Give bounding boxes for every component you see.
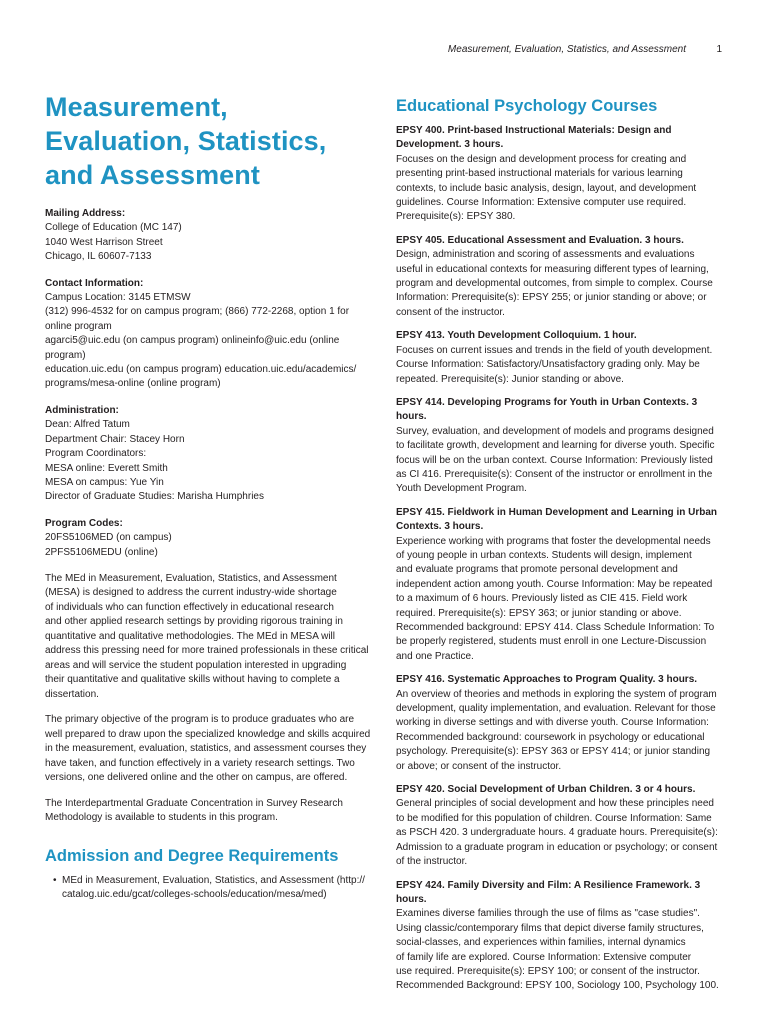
course-desc-line: Recommended background: EPSY 414. Class Schedule Information: To [396, 622, 715, 633]
course-entry [396, 506, 730, 664]
course-description [396, 535, 730, 665]
contact-information-label: Contact Information: [45, 277, 144, 289]
course-desc-line: consent of the instructor. [396, 306, 505, 318]
paragraph-line: in the measurement, evaluation, statistics, and assessment courses they [45, 743, 367, 755]
paragraph-line: have taken, and function effectively in a variety research settings. Two [45, 757, 355, 769]
course-description [396, 248, 730, 320]
course-description [396, 688, 730, 774]
course-title [396, 396, 730, 425]
course-desc-line: required. Prerequisite(s): EPSY 363; or junior standing or above. [396, 607, 682, 619]
course-desc-line: Survey, evaluation, and development of models and programs designed [396, 425, 714, 437]
contact-website-link[interactable]: programs/mesa-online (online program) [45, 378, 221, 390]
course-desc-line: as PSCH 420. 3 undergraduate hours. 4 graduate hours. Prerequisite(s): [396, 827, 718, 839]
admission-link[interactable]: MEd in Measurement, Evaluation, Statistics, and Assessment (http:// [62, 874, 365, 886]
course-description [396, 907, 730, 993]
course-title-line: EPSY 420. Social Development of Urban Children. 3 or 4 hours. [396, 784, 696, 796]
course-title-line: EPSY 400. Print-based Instructional Materials: Design and [396, 125, 672, 136]
page-number: 1 [716, 44, 722, 55]
mailing-address-line: Chicago, IL 60607-7133 [45, 251, 152, 263]
administration-line: Program Coordinators: [45, 448, 147, 460]
course-desc-line: Examines diverse families through the use of films as "case studies". [396, 908, 700, 920]
course-title [396, 124, 730, 153]
course-entry [396, 783, 730, 869]
right-column [396, 96, 730, 1003]
course-desc-line: working in diverse settings and with diverse youth. Course Information: [396, 717, 709, 729]
contact-line: Campus Location: 3145 ETMSW [45, 292, 191, 304]
program-code: 2PFS5106MEDU (online) [45, 546, 158, 558]
contact-line: (312) 996-4532 for on campus program; (866) 772-2268, option 1 for [45, 306, 350, 318]
paragraph-line: versions, one delivered online and the other on campus, are offered. [45, 772, 348, 784]
course-desc-line: and evaluate programs that promote personal development and [396, 564, 678, 576]
course-title-line: EPSY 416. Systematic Approaches to Program Quality. 3 hours. [396, 674, 698, 686]
course-entry [396, 879, 730, 994]
concentration-paragraph [45, 797, 375, 826]
page-title-line: Evaluation, Statistics, [45, 126, 327, 156]
course-desc-line: Focuses on the design and development process for creating and [396, 153, 687, 165]
mailing-address-line: 1040 West Harrison Street [45, 236, 163, 248]
administration-line: MESA on campus: Yue Yin [45, 476, 164, 488]
course-title-line: EPSY 413. Youth Development Colloquium. 1 hour. [396, 330, 637, 342]
course-desc-line: focus will be on the urban context. Course Information: Previously listed [396, 454, 713, 466]
course-title [396, 329, 730, 343]
contact-information [45, 277, 375, 392]
course-title-line: EPSY 414. Developing Programs for Youth in Urban Contexts. 3 [396, 396, 698, 408]
page-title-line: Measurement, [45, 92, 228, 122]
course-desc-line: Youth Development Program. [396, 483, 527, 495]
course-desc-line: repeated. Prerequisite(s): Junior standing or above. [396, 373, 624, 385]
course-title [396, 783, 730, 797]
course-desc-line: Prerequisite(s): EPSY 380. [396, 211, 516, 223]
course-desc-line: be properly registered, students must enroll in one Lecture-Discussion [396, 636, 707, 648]
description-paragraph [45, 572, 375, 703]
mailing-address [45, 207, 375, 265]
contact-line: program) [45, 349, 86, 361]
course-desc-line: Information: Prerequisite(s): EPSY 255; or junior standing or above; or [396, 292, 707, 304]
course-desc-line: development, quality implementation, and evaluation. Relevant for those [396, 703, 716, 715]
admission-list-item [45, 874, 375, 903]
admission-heading: Admission and Degree Requirements [45, 846, 339, 865]
paragraph-line: The primary objective of the program is to produce graduates who are [45, 714, 355, 726]
administration-line: MESA online: Everett Smith [45, 462, 168, 474]
course-desc-line: General principles of social development and how these principles need [396, 798, 714, 810]
course-desc-line: psychology. Prerequisite(s): EPSY 363 or EPSY 414; or junior standing [396, 746, 711, 758]
paragraph-line: address this pressing need for more trained professionals in these critical [45, 645, 369, 657]
course-title-line: Development. 3 hours. [396, 139, 504, 151]
course-desc-line: to a maximum of 6 hours. Previously listed as CIE 415. Field work [396, 593, 688, 605]
administration-line: Dean: Alfred Tatum [45, 419, 130, 431]
objective-paragraph [45, 713, 375, 786]
administration-line: Department Chair: Stacey Horn [45, 433, 185, 445]
course-desc-line: to facilitate growth, development and learning for diverse youth. Specific [396, 440, 715, 452]
paragraph-line: quantitative and qualitative methodologies. The MEd in MESA will [45, 630, 335, 642]
course-desc-line: of family life are explored. Course Information: Extensive computer [396, 951, 692, 963]
paragraph-line: The MEd in Measurement, Evaluation, Statistics, and Assessment [45, 572, 337, 584]
course-entry [396, 673, 730, 774]
course-desc-line: Experience working with programs that foster the developmental needs [396, 535, 711, 547]
paragraph-line: The Interdepartmental Graduate Concentration in Survey Research [45, 797, 343, 809]
course-desc-line: Course Information: Satisfactory/Unsatisfactory grading only. May be [396, 359, 700, 371]
administration [45, 404, 375, 505]
running-header [0, 44, 770, 58]
course-title-line: Contexts. 3 hours. [396, 521, 484, 533]
course-desc-line: to be modified for this population of children. Course Information: Same [396, 812, 712, 824]
course-desc-line: guidelines. Course Information: Extensive computer use required. [396, 197, 687, 209]
paragraph-line: well prepared to draw upon the specialized knowledge and skills acquired [45, 728, 371, 740]
course-description [396, 797, 730, 869]
paragraph-line: dissertation. [45, 688, 99, 700]
course-title-line: EPSY 415. Fieldwork in Human Development and Learning in Urban [396, 506, 717, 518]
course-title-line: hours. [396, 411, 427, 423]
course-entry [396, 396, 730, 497]
program-codes-label: Program Codes: [45, 517, 123, 529]
course-desc-line: social-classes, and experiences within families, internal dynamics [396, 937, 686, 949]
course-desc-line: An overview of theories and methods in exploring the system of program [396, 688, 717, 700]
bullet-icon: • [53, 874, 57, 886]
program-code: 20FS5106MED (on campus) [45, 532, 172, 544]
course-desc-line: Recommended background: coursework in psychology or educational [396, 731, 705, 743]
course-desc-line: of young people in urban contexts. Students will design, implement [396, 549, 692, 561]
course-title [396, 673, 730, 687]
contact-line: online program [45, 320, 112, 332]
paragraph-line: of individuals who can function effectively in educational research [45, 601, 334, 613]
paragraph-line: (MESA) is designed to address the current industry-wide shortage [45, 587, 337, 599]
course-desc-line: of the instructor. [396, 856, 468, 868]
course-desc-line: independent action among youth. Course Information: May be repeated [396, 578, 713, 590]
course-description [396, 425, 730, 497]
course-desc-line: as CI 416. Prerequisite(s): Consent of the instructor or enrollment in the [396, 468, 713, 480]
course-title [396, 234, 730, 248]
course-desc-line: Design, administration and scoring of assessments and evaluations [396, 249, 695, 261]
paragraph-line: their quantitative and qualitative skills without having to complete a [45, 674, 340, 686]
admission-list [45, 874, 375, 903]
administration-line: Director of Graduate Studies: Marisha Humphries [45, 491, 264, 503]
admission-link[interactable]: catalog.uic.edu/gcat/colleges-schools/education/mesa/med) [62, 889, 327, 901]
paragraph-line: areas and will service the student population interested in upgrading [45, 659, 347, 671]
paragraph-line: Methodology is available to students in this program. [45, 812, 278, 824]
course-desc-line: program and developmental outcomes, from simple to complex. Course [396, 278, 713, 290]
mailing-address-line: College of Education (MC 147) [45, 222, 182, 234]
course-entry [396, 329, 730, 387]
course-title-line: hours. [396, 893, 427, 905]
course-desc-line: Admission to a graduate program in education or psychology; or consent [396, 841, 718, 853]
course-title-line: EPSY 424. Family Diversity and Film: A Resilience Framework. 3 [396, 879, 701, 891]
page-title-line: and Assessment [45, 160, 260, 190]
course-title-line: EPSY 405. Educational Assessment and Evaluation. 3 hours. [396, 234, 684, 246]
course-desc-line: and one Practice. [396, 650, 474, 662]
left-column [45, 90, 375, 903]
course-desc-line: or above; or consent of the instructor. [396, 760, 562, 772]
program-codes [45, 517, 375, 560]
course-entry [396, 234, 730, 320]
administration-label: Administration: [45, 404, 119, 416]
course-desc-line: contexts, to include basic analysis, design, layout, and development [396, 182, 697, 194]
course-entry [396, 124, 730, 225]
courses-heading: Educational Psychology Courses [396, 97, 658, 115]
course-desc-line: Recommended Background: EPSY 100, Sociology 100, Psychology 100. [396, 980, 719, 992]
mailing-address-label: Mailing Address: [45, 208, 126, 219]
running-header-title: Measurement, Evaluation, Statistics, and Assessment [447, 44, 686, 55]
paragraph-line: and other applied research settings by providing rigorous training in [45, 616, 343, 628]
course-desc-line: presenting print-based instructional materials for various learning [396, 168, 683, 180]
course-description [396, 344, 730, 387]
course-description [396, 153, 730, 225]
course-desc-line: use required. Prerequisite(s): EPSY 100; or consent of the instructor. [396, 965, 700, 977]
course-desc-line: useful in educational contexts for measuring different types of learning, [396, 263, 709, 275]
course-title [396, 506, 730, 535]
course-desc-line: Focuses on current issues and trends in the field of youth development. [396, 344, 713, 356]
course-title [396, 879, 730, 908]
contact-email-link[interactable]: agarci5@uic.edu (on campus program) onlineinfo@uic.edu (online [45, 335, 340, 347]
course-desc-line: Using classic/contemporary films that depict diverse family structures, [396, 922, 704, 934]
page-title [45, 90, 375, 192]
contact-website-link[interactable]: education.uic.edu (on campus program) education.uic.edu/academics/ [45, 364, 357, 376]
